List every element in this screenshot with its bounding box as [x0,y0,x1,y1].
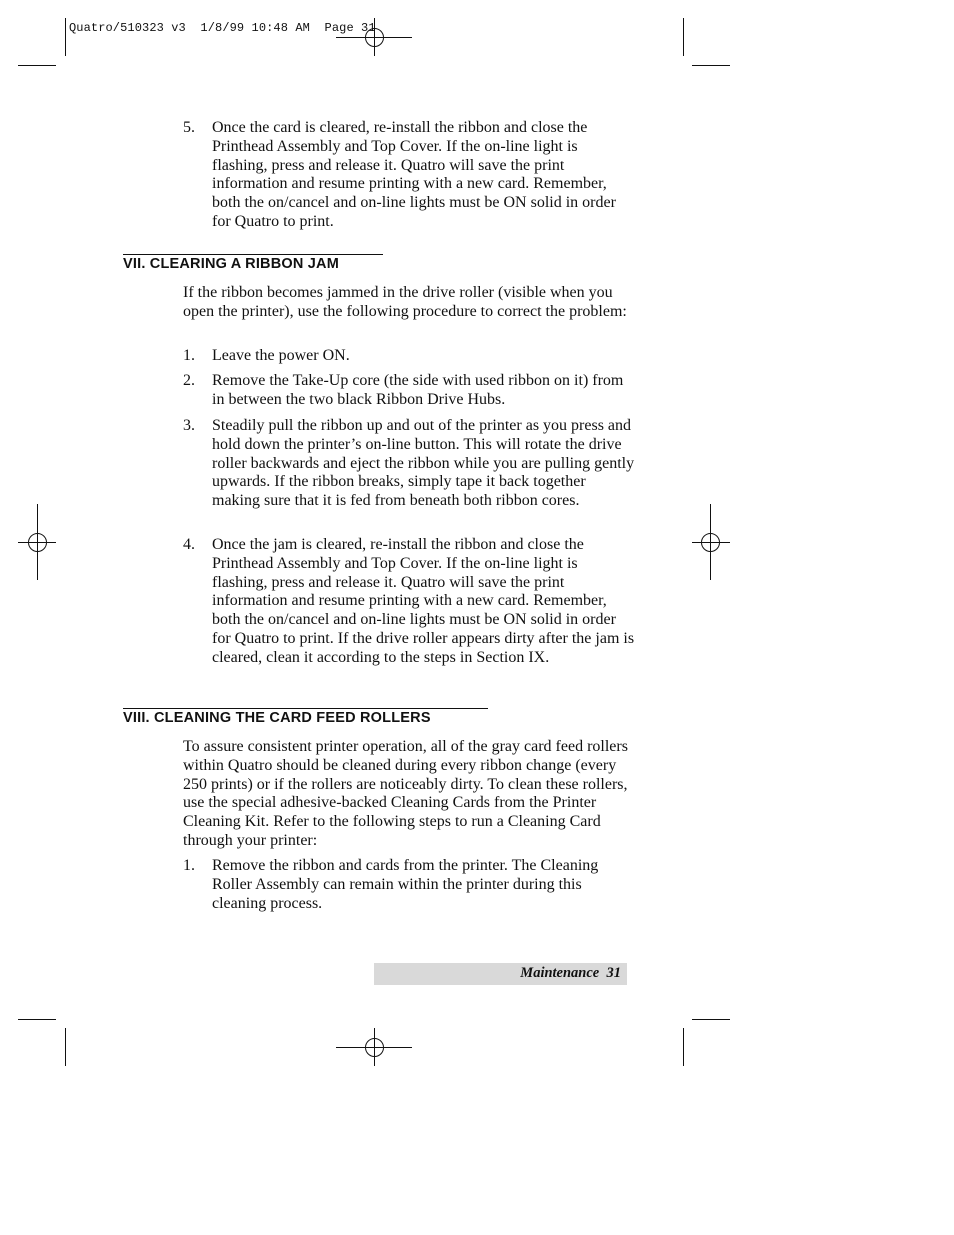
section-heading-card-feed-rollers: VIII. CLEANING THE CARD FEED ROLLERS [123,710,431,726]
registration-target-bottom [336,1028,412,1066]
list-item [183,417,635,511]
footer-bar [374,963,627,985]
item-number: 3. [183,417,195,434]
item-text: Once the jam is cleared, re-install the ribbon and close the Printhead Assembly and Top Cover. If the on-line light is flashing, press and release it. Quatro will save the print information and resume printing with a new card. Remember, both the on/cancel and on-line lights must be ON solid in order for Quatro to print. If the drive roller appears dirty after the jam is cleared, clean it according to the steps in Section IX. [212,536,635,666]
section-rule [123,254,383,255]
item-text: Remove the Take-Up core (the side with used ribbon on it) from in between the two black Ribbon Drive Hubs. [212,372,624,408]
item-number: 1. [183,857,195,874]
section-intro: To assure consistent printer operation, all of the gray card feed rollers within Quatro should be cleaned during every ribbon change (every 250 prints) or if the rollers are noticeably dirty. To clean these rollers, use the special adhesive-backed Cleaning Cards from the Printer Cleaning Kit. Refer to the following steps to run a Cleaning Card through your printer: [183,738,628,849]
list-item [183,347,635,366]
item-number: 4. [183,536,195,553]
list-item [183,857,635,913]
item-number: 2. [183,372,195,389]
item-number: 1. [183,347,195,364]
section-rule [123,708,488,709]
registration-target-right [692,504,730,580]
registration-target-top [336,18,412,56]
footer-page-label: Maintenance 31 [520,965,621,981]
registration-target-left [18,504,56,580]
list-item [183,536,635,668]
list-item [183,119,635,232]
list-item [183,372,635,410]
section-heading-ribbon-jam: VII. CLEARING A RIBBON JAM [123,256,339,272]
item-text: Remove the ribbon and cards from the printer. The Cleaning Roller Assembly can remain within the printer during this cleaning process. [212,857,599,912]
item-text: Leave the power ON. [212,347,350,364]
print-slug: Quatro/510323 v3 1/8/99 10:48 AM Page 31 [69,21,376,35]
item-number: 5. [183,119,195,136]
item-text: Steadily pull the ribbon up and out of the printer as you press and hold down the printer’s on-line button. This will rotate the drive roller backwards and eject the ribbon while you are pulling gently upwards. If the ribbon breaks, simply tape it back together making sure that it is fed from beneath both ribbon cores. [212,417,635,510]
item-text: Once the card is cleared, re-install the ribbon and close the Printhead Assembly and Top Cover. If the on-line light is flashing, press and release it. Quatro will save the print information and resume printing with a new card. Remember, both the on/cancel and on-line lights must be ON solid in order for Quatro to print. [212,119,616,230]
section-intro: If the ribbon becomes jammed in the drive roller (visible when you open the printer), use the following procedure to correct the problem: [183,284,627,320]
